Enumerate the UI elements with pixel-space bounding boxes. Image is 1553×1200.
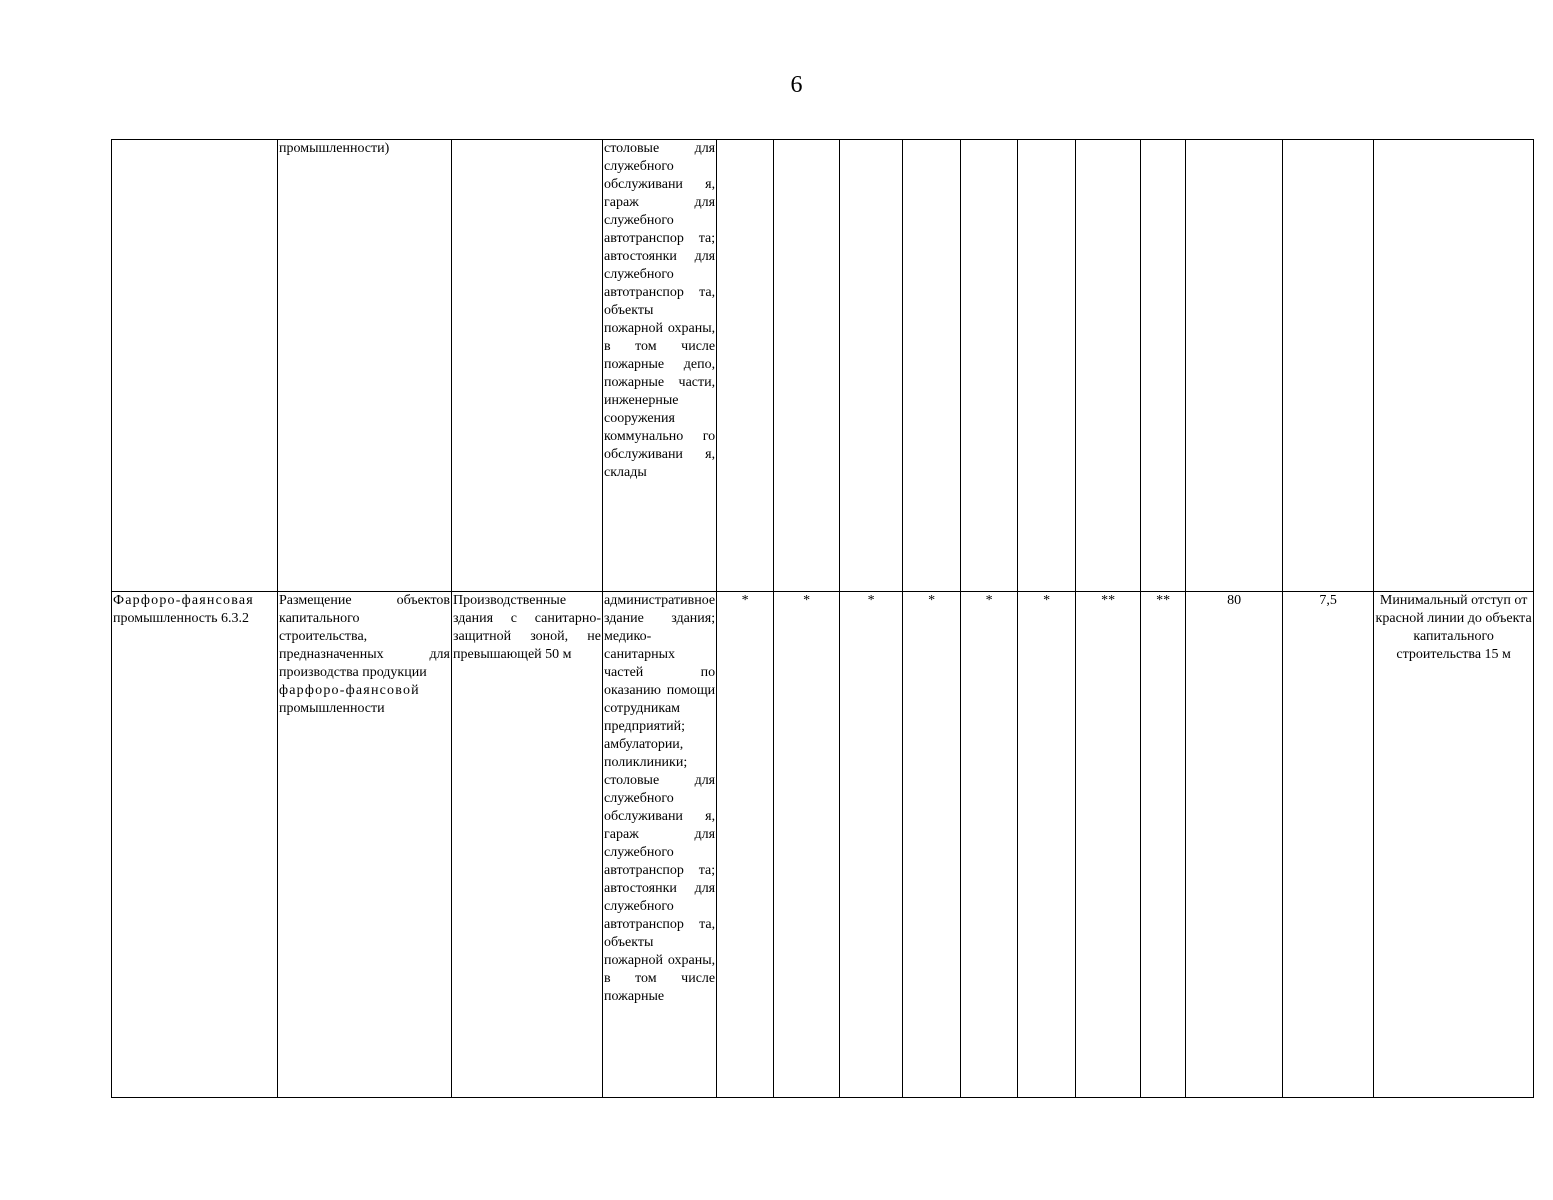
- table-row: [112, 592, 1534, 1098]
- param-cell: **: [1076, 592, 1141, 1098]
- related-uses-cell: [603, 592, 717, 1098]
- use-description-cell: промышленности): [278, 140, 452, 592]
- param-cell: 80: [1186, 592, 1283, 1098]
- use-description-text: Размещение объектов капитального строительства, предназначенных для производства продукции: [279, 593, 450, 680]
- param-cell: [1076, 140, 1141, 592]
- buildings-cell: [452, 592, 603, 1098]
- use-description-text: промышленности: [279, 701, 385, 716]
- param-cell: [1283, 140, 1374, 592]
- related-uses-cell: столовые для служебного обслуживани я, гараж для служебного автотранспор та; автостоянки для служебного автотранспор та, объекты пожарной охраны, в том числе пожарные депо, пожарные части, инженерные сооружения коммунально го обслуживани я, склады: [603, 140, 717, 592]
- table-row: [112, 140, 1534, 592]
- use-name-line-2: промышленность 6.3.2: [113, 611, 250, 626]
- param-cell: [1186, 140, 1283, 592]
- param-cell: [903, 140, 961, 592]
- use-name-line-1: Фарфоро-фаянсовая: [113, 593, 254, 608]
- param-cell: *: [903, 592, 961, 1098]
- param-cell: *: [717, 592, 774, 1098]
- land-use-table: [111, 139, 1534, 1098]
- param-cell: 7,5: [1283, 592, 1374, 1098]
- param-cell: *: [961, 592, 1018, 1098]
- param-cell: *: [1018, 592, 1076, 1098]
- param-cell: [961, 140, 1018, 592]
- page-number: 6: [790, 72, 803, 98]
- param-cell: [717, 140, 774, 592]
- param-cell: *: [840, 592, 903, 1098]
- param-cell: [1018, 140, 1076, 592]
- param-cell: [1141, 140, 1186, 592]
- param-cell: *: [774, 592, 840, 1098]
- buildings-text: Производственные здания с санитарно-защитной зоной, не превышающей 50 м: [453, 593, 601, 662]
- use-description-text: фарфоро-фаянсовой: [279, 683, 420, 698]
- note-cell: Минимальный отступ от красной линии до объекта капитального строительства 15 м: [1374, 592, 1534, 1098]
- param-cell: [840, 140, 903, 592]
- use-name-cell: [112, 592, 278, 1098]
- buildings-cell: [452, 140, 603, 592]
- use-name-cell: [112, 140, 278, 592]
- param-cell: **: [1141, 592, 1186, 1098]
- use-description-cell: [278, 592, 452, 1098]
- param-cell: [774, 140, 840, 592]
- note-cell: [1374, 140, 1534, 592]
- related-uses-text: административное здание здания; медико-санитарных частей по оказанию помощи сотрудникам предприятий; амбулатории, поликлиники; столовые для служебного обслуживани я, гараж для служебного автотранспор та; автостоянки для служебного автотранспор та, объекты пожарной охраны, в том числе пожарные: [604, 593, 716, 1004]
